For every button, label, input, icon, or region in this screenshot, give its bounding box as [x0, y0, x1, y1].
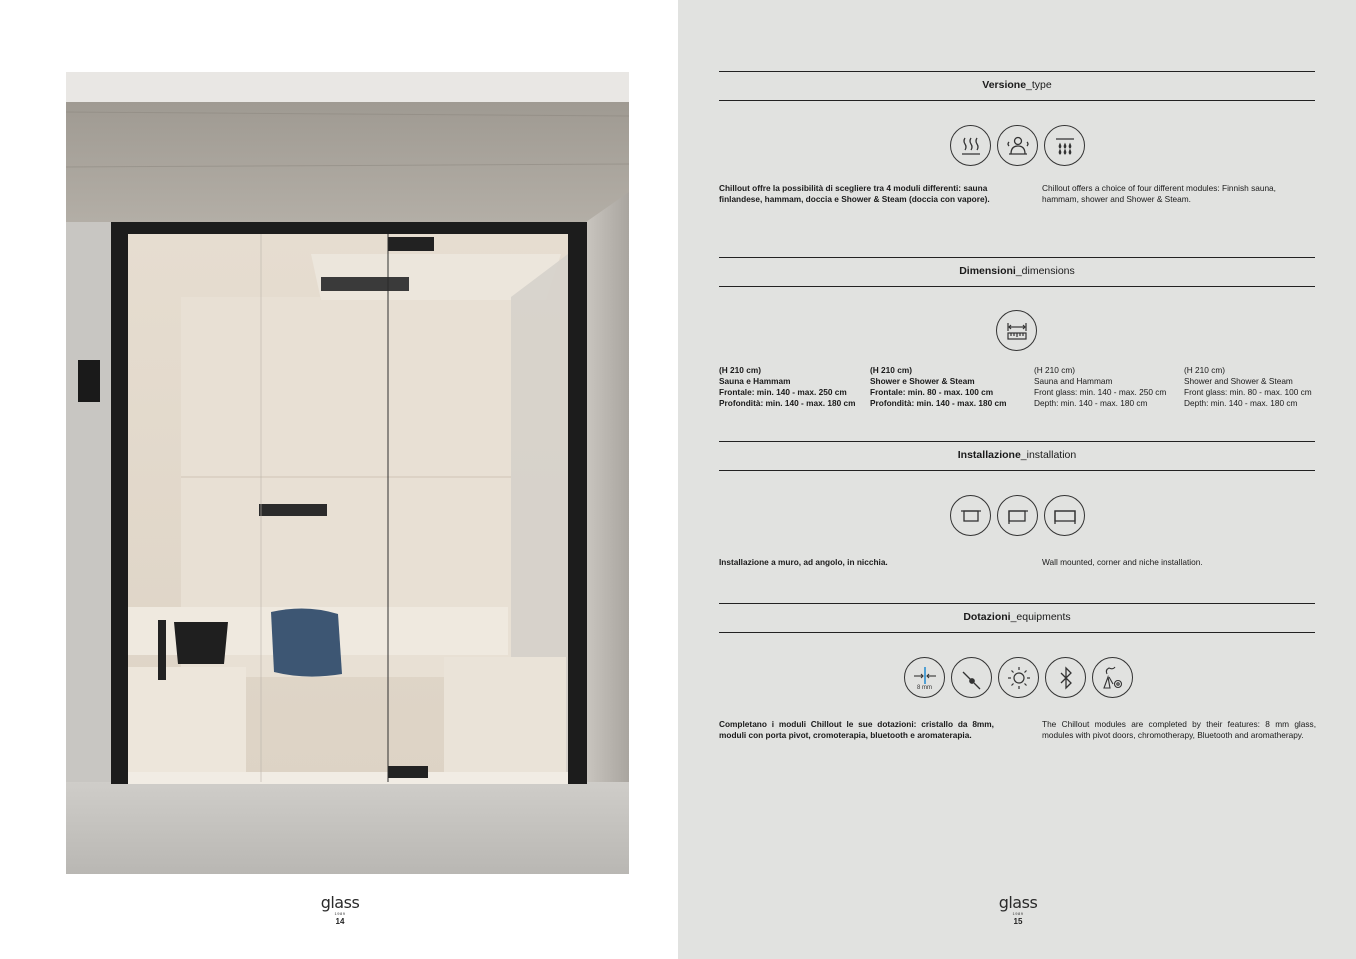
- installation-icons: [950, 495, 1085, 536]
- dimension-line: (H 210 cm): [1034, 365, 1076, 375]
- section-title-en: _dimensions: [1015, 265, 1075, 277]
- steam-room-photo: [66, 72, 629, 874]
- brand-year: 1989: [334, 911, 346, 916]
- installation-text-it: Installazione a muro, ad angolo, in nicchia.: [719, 557, 888, 567]
- section-title-it: Versione: [982, 79, 1027, 91]
- dimensions-col-1: [719, 365, 855, 409]
- dimension-line: Shower and Shower & Steam: [1184, 376, 1293, 386]
- dimensions-icons: [996, 310, 1037, 351]
- chromotherapy-icon: [998, 657, 1039, 698]
- section-title-it: Dimensioni: [959, 265, 1016, 277]
- dimension-line: Front glass: min. 80 - max. 100 cm: [1184, 387, 1312, 397]
- section-header-installation: [719, 441, 1315, 471]
- niche-mount-icon: [1044, 495, 1085, 536]
- dimension-line: Depth: min. 140 - max. 180 cm: [1184, 398, 1298, 408]
- section-header-type: [719, 71, 1315, 101]
- section-header-equipments: [719, 603, 1315, 633]
- corner-mount-icon: [997, 495, 1038, 536]
- section-title-it: Dotazioni: [963, 611, 1011, 623]
- aromatherapy-icon: [1092, 657, 1133, 698]
- sauna-heat-icon: [950, 125, 991, 166]
- shower-drops-icon: [1044, 125, 1085, 166]
- section-title-en: _type: [1026, 79, 1052, 91]
- dimensions-col-3: [1034, 365, 1166, 409]
- type-text-it: Chillout offre la possibilità di scegliere tra 4 moduli differenti: sauna finlandese, hammam, doccia e Shower & Steam (doccia con vapore).: [719, 183, 990, 204]
- glass-thickness-icon: [904, 657, 945, 698]
- type-text-en: Chillout offers a choice of four different modules: Finnish sauna, hammam, shower and Shower & Steam.: [1042, 183, 1276, 204]
- section-title-it: Installazione: [957, 449, 1021, 461]
- bluetooth-icon: [1045, 657, 1086, 698]
- steam-room-illustration: [66, 72, 629, 874]
- right-page: [678, 0, 1356, 959]
- dimension-line: Profondità: min. 140 - max. 180 cm: [870, 398, 1007, 408]
- brand-logo: glass: [998, 893, 1038, 912]
- dimension-line: (H 210 cm): [870, 365, 912, 375]
- dimension-line: Sauna and Hammam: [1034, 376, 1113, 386]
- wall-mount-icon: [950, 495, 991, 536]
- dimensions-col-2: [870, 365, 1006, 409]
- dimension-line: Sauna e Hammam: [719, 376, 791, 386]
- brand-year: 1989: [1012, 911, 1024, 916]
- dimension-line: Profondità: min. 140 - max. 180 cm: [719, 398, 856, 408]
- dimension-line: Frontale: min. 140 - max. 250 cm: [719, 387, 847, 397]
- pivot-door-icon: [951, 657, 992, 698]
- section-header-dimensions: [719, 257, 1315, 287]
- type-icons: [950, 125, 1085, 166]
- equipments-text-it: Completano i moduli Chillout le sue dotazioni: cristallo da 8mm, moduli con porta pivot, cromoterapia, bluetooth e aromaterapia.: [719, 719, 994, 740]
- dimension-line: (H 210 cm): [719, 365, 761, 375]
- installation-text-en: Wall mounted, corner and niche installation.: [1042, 557, 1203, 567]
- dimension-line: Frontale: min. 80 - max. 100 cm: [870, 387, 994, 397]
- section-title-en: _installation: [1020, 449, 1077, 461]
- section-title-en: _equipments: [1010, 611, 1071, 623]
- glass-thickness-label: 8 mm: [917, 685, 932, 691]
- dimension-line: (H 210 cm): [1184, 365, 1226, 375]
- equipments-text-en: The Chillout modules are completed by their features: 8 mm glass, modules with pivot doors, chromotherapy, Bluetooth and aromatherapy.: [1042, 719, 1316, 740]
- dimension-line: Front glass: min. 140 - max. 250 cm: [1034, 387, 1167, 397]
- page-number: 14: [335, 917, 345, 926]
- brand-logo: glass: [320, 893, 360, 912]
- equipments-icons: [904, 657, 1133, 698]
- dimensions-col-4: [1184, 365, 1312, 409]
- brand-footer-left: [280, 895, 400, 928]
- brand-footer-right: [958, 895, 1078, 928]
- dimension-line: Depth: min. 140 - max. 180 cm: [1034, 398, 1148, 408]
- dimension-line: Shower e Shower & Steam: [870, 376, 975, 386]
- hammam-person-icon: [997, 125, 1038, 166]
- dimension-ruler-icon: [996, 310, 1037, 351]
- page-number: 15: [1013, 917, 1023, 926]
